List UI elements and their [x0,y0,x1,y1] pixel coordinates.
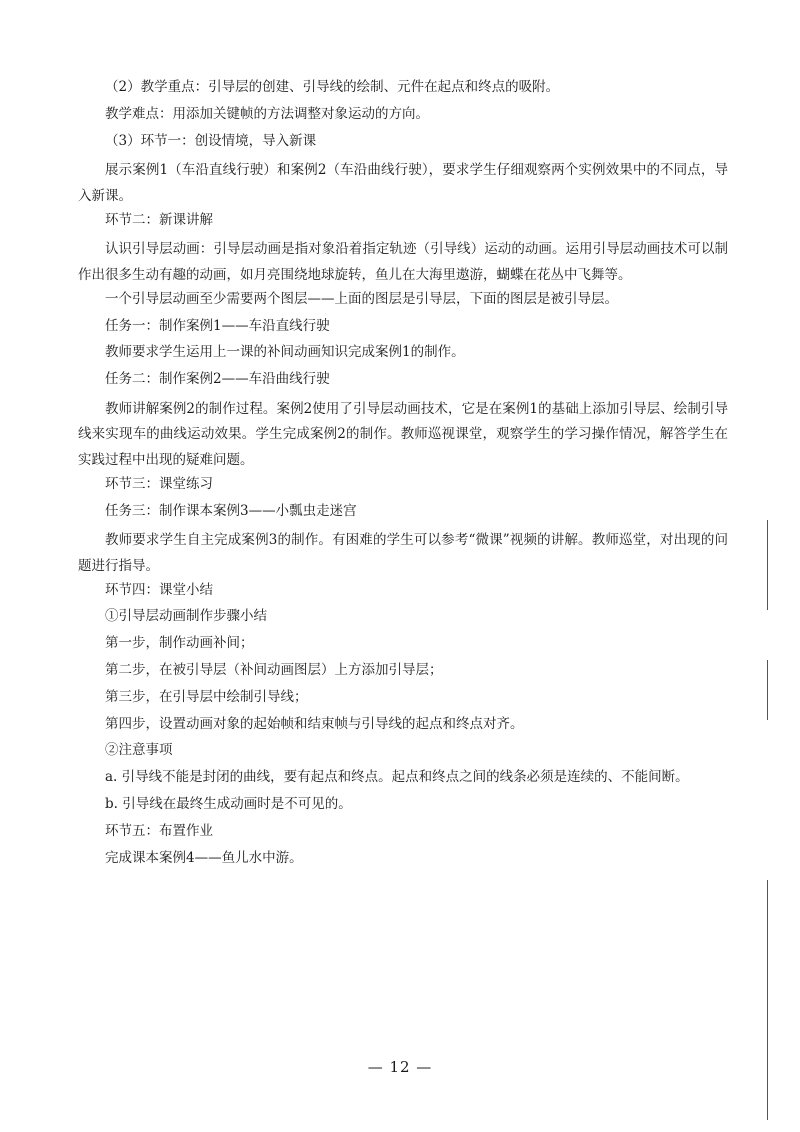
text-line: a. 引导线不能是封闭的曲线，要有起点和终点。起点和终点之间的线条必须是连续的、不能间断。 [105,769,689,786]
text-line: 教学难点：用添加关键帧的方法调整对象运动的方向。 [105,105,429,122]
text-line: 第二步，在被引导层（补间动画图层）上方添加引导层； [105,662,443,679]
text-line: 一个引导层动画至少需要两个图层——上面的图层是引导层，下面的图层是被引导层。 [105,290,618,307]
scan-edge-mark [767,660,768,720]
text-line: 环节四：课堂小结 [105,581,213,598]
text-line: 环节三：课堂练习 [105,475,213,492]
text-line: 第一步，制作动画补间； [105,635,254,652]
text-line: ①引导层动画制作步骤小结 [105,608,267,625]
text-line: ②注意事项 [105,742,173,759]
document-body [78,78,728,875]
text-line: 第四步，设置动画对象的起始帧和结束帧与引导线的起点和终点对齐。 [105,715,524,732]
text-line: 环节二：新课讲解 [105,211,213,228]
scan-edge-mark [767,520,768,610]
text-line: b. 引导线在最终生成动画时是不可见的。 [105,796,352,813]
scan-edge-mark [767,880,768,1120]
text-line: 第三步，在引导层中绘制引导线； [105,688,308,705]
paragraph: 展示案例1（车沿直线行驶）和案例2（车沿曲线行驶），要求学生仔细观察两个实例效果中的不同点，导入新课。 [78,162,728,204]
text-line: 任务一：制作案例1——车沿直线行驶 [105,317,330,334]
paragraph: 教师要求学生自主完成案例3的制作。有困难的学生可以参考“微课”视频的讲解。教师巡堂，对出现的问题进行指导。 [78,532,728,574]
text-line: 环节五：布置作业 [105,822,213,839]
text-line: （3）环节一：创设情境，导入新课 [105,132,317,149]
paragraph: 教师讲解案例2的制作过程。案例2使用了引导层动画技术，它是在案例1的基础上添加引导层、绘制引导线来实现车的曲线运动效果。学生完成案例2的制作。教师巡视课堂，观察学生的学习操作情况，解答学生在实践过程中出现的疑难问题。 [78,400,728,468]
text-line: 任务三：制作课本案例3——小瓢虫走迷宫 [105,502,357,519]
text-line: 教师要求学生运用上一课的补间动画知识完成案例1的制作。 [105,344,465,361]
paragraph: 认识引导层动画：引导层动画是指对象沿着指定轨迹（引导线）运动的动画。运用引导层动画技术可以制作出很多生动有趣的动画，如月亮围绕地球旋转，鱼儿在大海里遨游，蝴蝶在花丛中飞舞等。 [78,241,728,283]
text-line: 完成课本案例4——鱼儿水中游。 [105,849,303,866]
text-line: 任务二：制作案例2——车沿曲线行驶 [105,371,330,388]
text-line: （2）教学重点：引导层的创建、引导线的绘制、元件在起点和终点的吸附。 [105,79,560,95]
page-number: — 12 — [367,1058,433,1076]
